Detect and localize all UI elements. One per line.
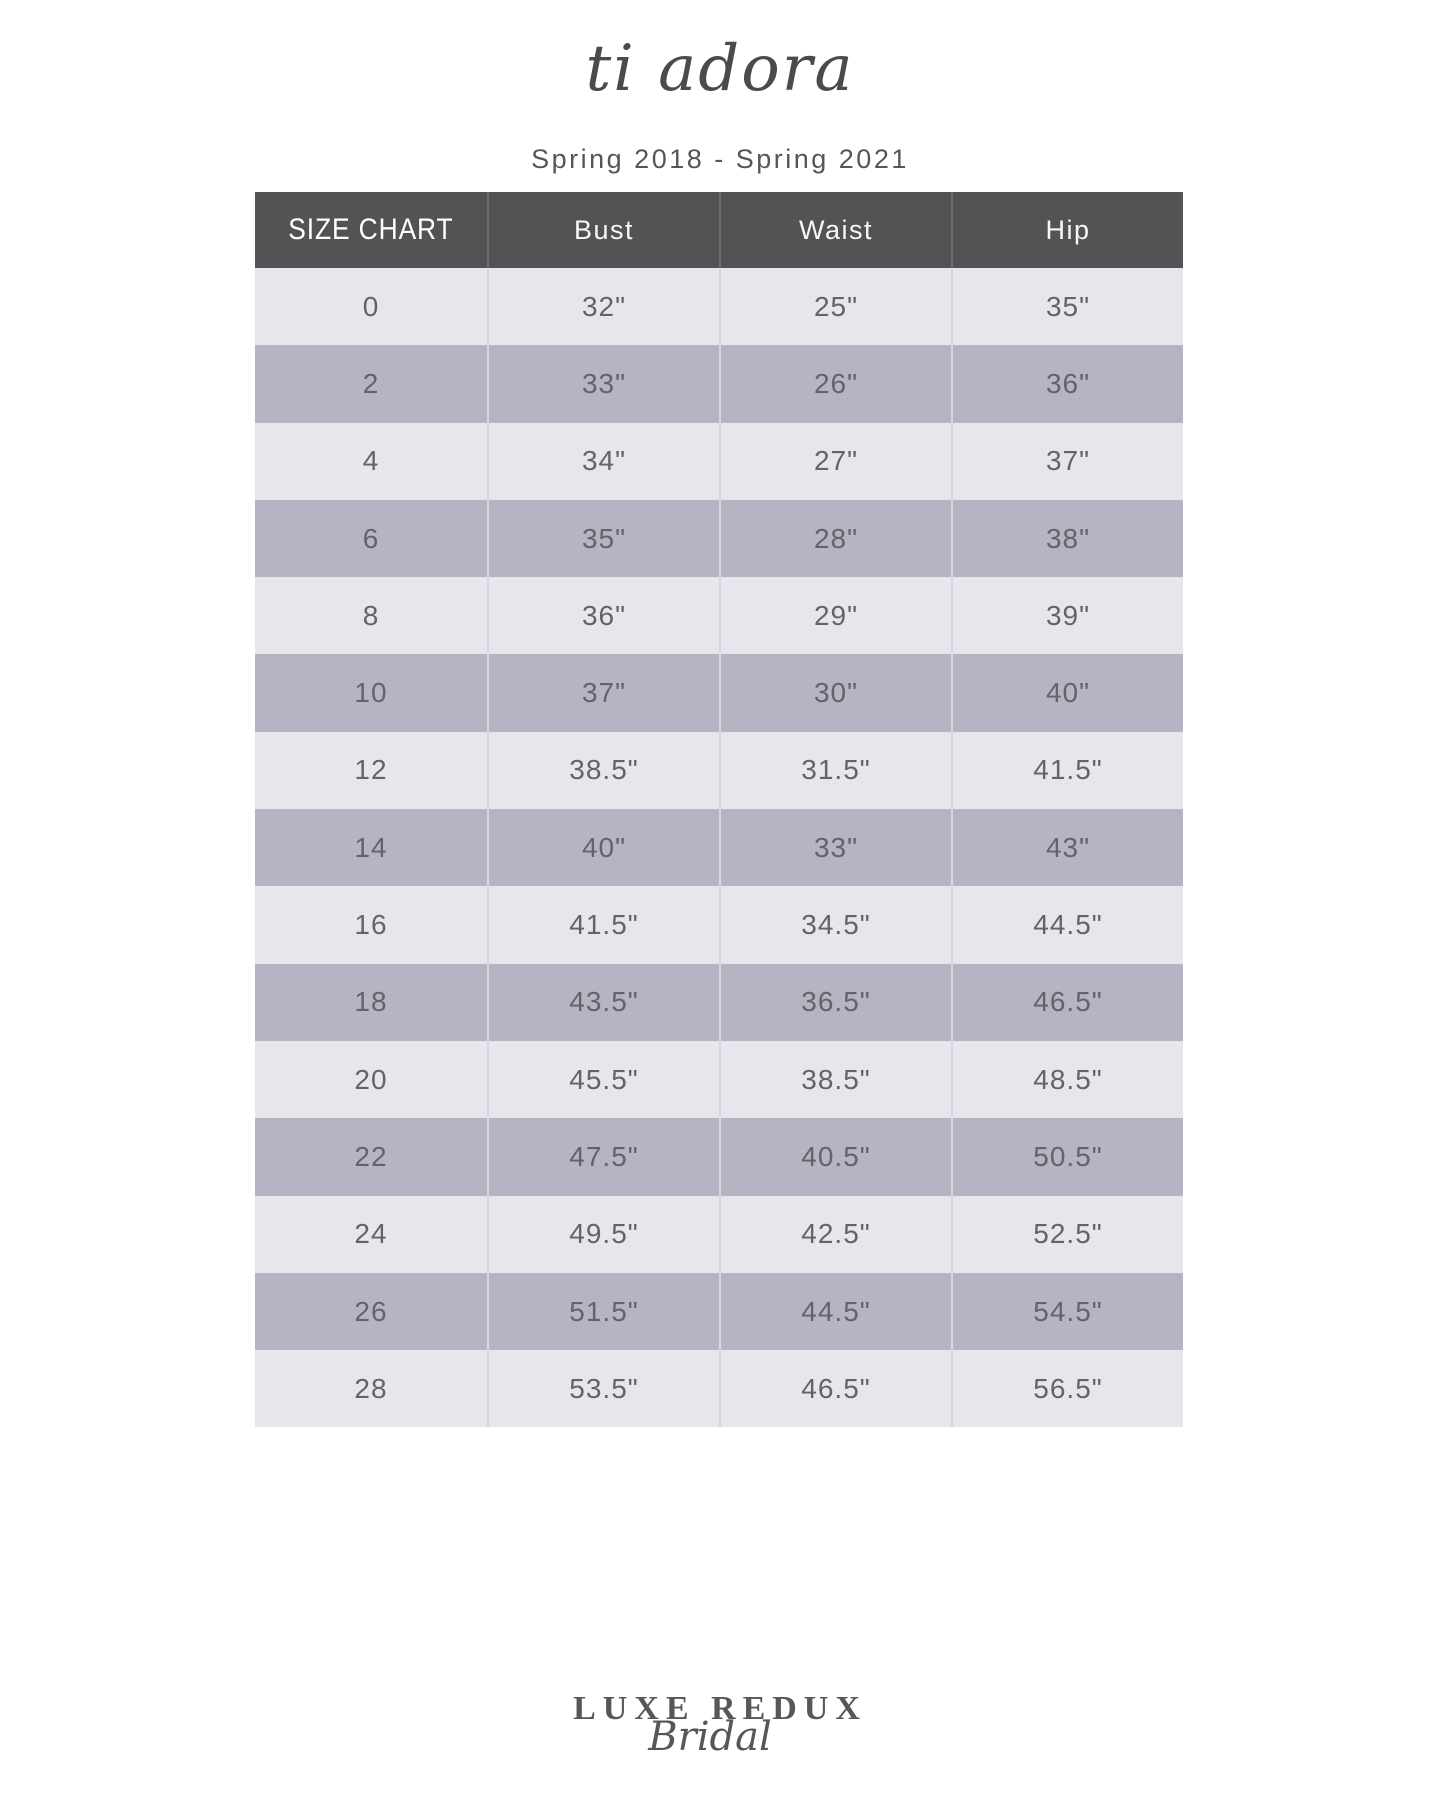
hip-cell: 39" <box>951 577 1183 654</box>
hip-cell: 50.5" <box>951 1118 1183 1195</box>
waist-cell: 30" <box>719 654 951 731</box>
hip-cell: 43" <box>951 809 1183 886</box>
table-row <box>255 1350 1183 1427</box>
table-row <box>255 654 1183 731</box>
bust-cell: 43.5" <box>487 964 719 1041</box>
size-cell: 22 <box>354 1140 388 1172</box>
hip-cell: 44.5" <box>951 886 1183 963</box>
bust-cell: 33" <box>487 345 719 422</box>
bust-cell: 35" <box>487 500 719 577</box>
table-row <box>255 1273 1183 1350</box>
table-row <box>255 1196 1183 1273</box>
waist-cell: 42.5" <box>719 1196 951 1273</box>
size-cell: 20 <box>354 1063 388 1095</box>
waist-cell: 46.5" <box>719 1350 951 1427</box>
size-cell: 12 <box>354 754 388 786</box>
table-row <box>255 423 1183 500</box>
table-row <box>255 1041 1183 1118</box>
size-cell: 14 <box>354 831 388 863</box>
hip-cell: 56.5" <box>951 1350 1183 1427</box>
size-chart-header-label: SIZE CHART <box>288 213 454 246</box>
hip-cell: 38" <box>951 500 1183 577</box>
logo-wordmark: LUXE REDUX <box>573 1690 867 1727</box>
waist-cell: 33" <box>719 809 951 886</box>
size-cell: 10 <box>354 677 388 709</box>
bust-cell: 53.5" <box>487 1350 719 1427</box>
hip-header-cell: Hip <box>951 192 1183 268</box>
hip-cell: 40" <box>951 654 1183 731</box>
logo-script-tagline: Bridal <box>648 1714 772 1761</box>
table-row <box>255 732 1183 809</box>
table-row <box>255 577 1183 654</box>
size-cell: 18 <box>354 986 388 1018</box>
table-row <box>255 809 1183 886</box>
hip-cell: 54.5" <box>951 1273 1183 1350</box>
waist-cell: 44.5" <box>719 1273 951 1350</box>
waist-cell: 29" <box>719 577 951 654</box>
size-cell: 26 <box>354 1295 388 1327</box>
size-cell: 8 <box>362 599 380 631</box>
bust-cell: 41.5" <box>487 886 719 963</box>
waist-cell: 38.5" <box>719 1041 951 1118</box>
hip-cell: 36" <box>951 345 1183 422</box>
waist-cell: 36.5" <box>719 964 951 1041</box>
table-row <box>255 964 1183 1041</box>
size-cell: 4 <box>362 445 380 477</box>
waist-cell: 31.5" <box>719 732 951 809</box>
hip-cell: 52.5" <box>951 1196 1183 1273</box>
brand-title: ti adora <box>585 32 855 106</box>
bust-cell: 37" <box>487 654 719 731</box>
table-header-row <box>255 192 1183 268</box>
waist-cell: 27" <box>719 423 951 500</box>
waist-cell: 25" <box>719 268 951 345</box>
size-cell: 2 <box>362 367 380 399</box>
table-row <box>255 345 1183 422</box>
size-cell: 16 <box>354 909 388 941</box>
table-body <box>255 268 1183 1427</box>
hip-cell: 41.5" <box>951 732 1183 809</box>
bust-cell: 47.5" <box>487 1118 719 1195</box>
bust-cell: 45.5" <box>487 1041 719 1118</box>
size-cell: 6 <box>362 522 380 554</box>
bust-cell: 40" <box>487 809 719 886</box>
season-range-subtitle: Spring 2018 - Spring 2021 <box>531 144 909 174</box>
hip-cell: 37" <box>951 423 1183 500</box>
waist-cell: 28" <box>719 500 951 577</box>
hip-cell: 48.5" <box>951 1041 1183 1118</box>
waist-cell: 26" <box>719 345 951 422</box>
waist-cell: 40.5" <box>719 1118 951 1195</box>
bust-cell: 36" <box>487 577 719 654</box>
hip-cell: 35" <box>951 268 1183 345</box>
table-row <box>255 500 1183 577</box>
size-cell: 24 <box>354 1218 388 1250</box>
bust-cell: 38.5" <box>487 732 719 809</box>
waist-header-cell: Waist <box>719 192 951 268</box>
size-chart-table <box>255 192 1183 1427</box>
footer-logo <box>0 1690 1440 1761</box>
hip-cell: 46.5" <box>951 964 1183 1041</box>
size-cell: 28 <box>354 1372 388 1404</box>
table-row <box>255 886 1183 963</box>
bust-cell: 49.5" <box>487 1196 719 1273</box>
size-chart-header-cell <box>255 192 487 268</box>
waist-cell: 34.5" <box>719 886 951 963</box>
bust-header-cell: Bust <box>487 192 719 268</box>
bust-cell: 34" <box>487 423 719 500</box>
table-row <box>255 268 1183 345</box>
size-cell: 0 <box>362 290 380 322</box>
bust-cell: 51.5" <box>487 1273 719 1350</box>
table-row <box>255 1118 1183 1195</box>
bust-cell: 32" <box>487 268 719 345</box>
